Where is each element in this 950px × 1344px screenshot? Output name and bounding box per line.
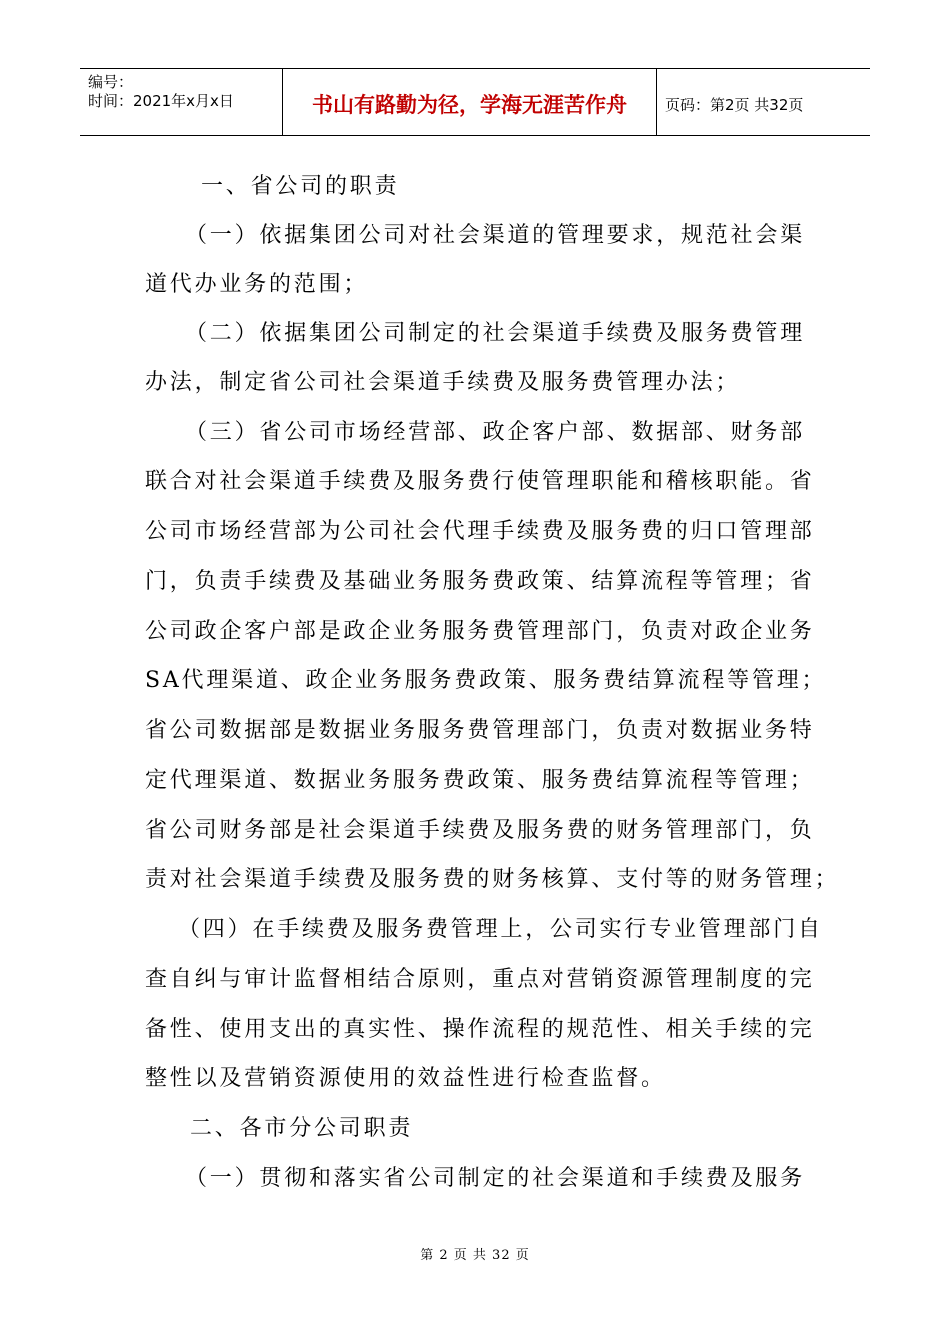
paragraph-line: SA代理渠道、政企业务服务费政策、服务费结算流程等管理； [145,668,827,693]
section-heading: 一、省公司的职责 [201,174,400,199]
time-label: 时间：2021年x月x日 [88,92,234,110]
paragraph-line: 公司市场经营部为公司社会代理手续费及服务费的归口管理部 [145,519,815,544]
paragraph-line: 定代理渠道、数据业务服务费政策、服务费结算流程等管理； [145,768,815,793]
paragraph-line: 省公司财务部是社会渠道手续费及服务费的财务管理部门，负 [145,818,815,843]
section-heading: 二、各市分公司职责 [190,1116,414,1141]
header-motto: 书山有路勤为径，学海无涯苦作舟 [283,69,657,135]
paragraph-line: （一）依据集团公司对社会渠道的管理要求，规范社会渠 [185,223,806,248]
paragraph-line: 公司政企客户部是政企业务服务费管理部门，负责对政企业务 [145,619,815,644]
paragraph-line: （二）依据集团公司制定的社会渠道手续费及服务费管理 [185,321,806,346]
paragraph-line: 省公司数据部是数据业务服务费管理部门，负责对数据业务特 [145,718,815,743]
paragraph-line: （三）省公司市场经营部、政企客户部、数据部、财务部 [185,420,806,445]
paragraph-line: 门，负责手续费及基础业务服务费政策、结算流程等管理；省 [145,569,815,594]
header-page-info: 页码：第2页 共32页 [665,95,804,114]
paragraph-line: 备性、使用支出的真实性、操作流程的规范性、相关手续的完 [145,1017,815,1042]
header-meta [80,69,283,135]
paragraph-line: 责对社会渠道手续费及服务费的财务核算、支付等的财务管理； [145,867,840,892]
document-header [80,68,870,136]
paragraph-line: （四）在手续费及服务费管理上，公司实行专业管理部门自 [178,917,823,942]
paragraph-line: 办法，制定省公司社会渠道手续费及服务费管理办法； [145,370,741,395]
paragraph-line: （一）贯彻和落实省公司制定的社会渠道和手续费及服务 [185,1166,806,1191]
paragraph-line: 联合对社会渠道手续费及服务费行使管理职能和稽核职能。省 [145,469,815,494]
paragraph-line: 查自纠与审计监督相结合原则，重点对营销资源管理制度的完 [145,967,815,992]
serial-label: 编号： [88,73,134,91]
paragraph-line: 整性以及营销资源使用的效益性进行检查监督。 [145,1066,666,1091]
page-footer: 第 2 页 共 32 页 [420,1248,530,1263]
paragraph-line: 道代办业务的范围； [145,272,369,297]
